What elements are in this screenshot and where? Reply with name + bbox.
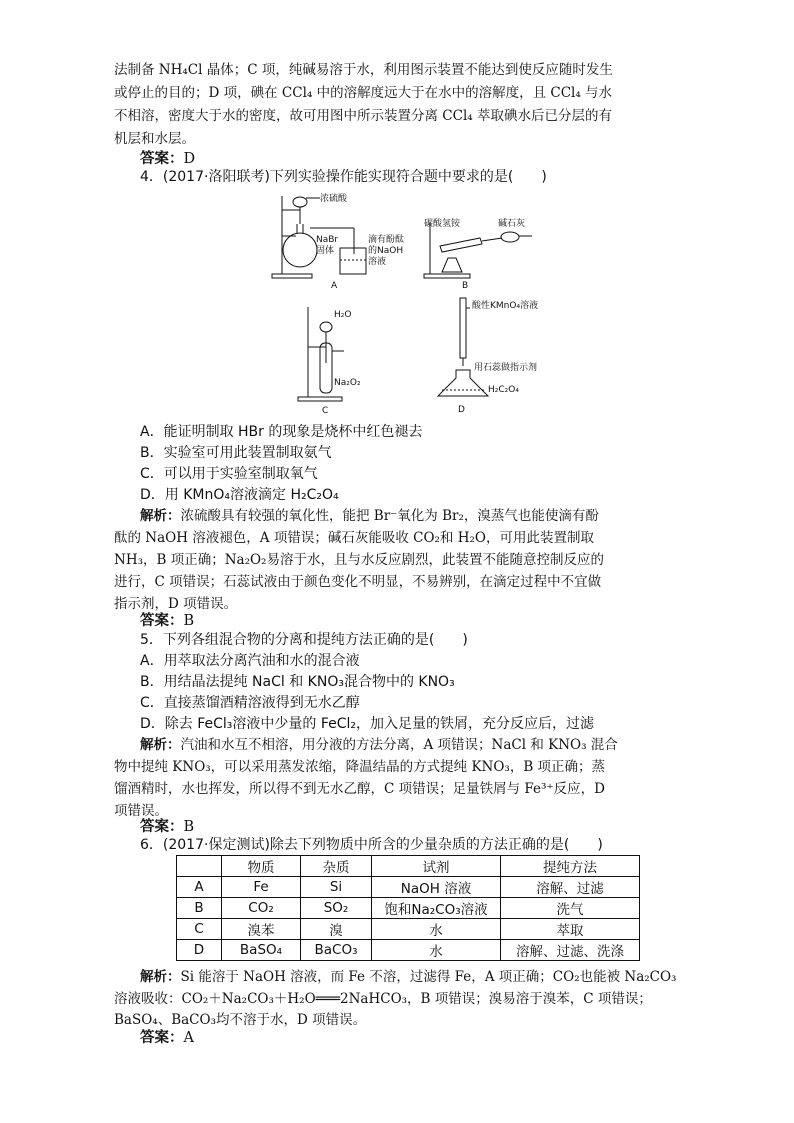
label-solid: 固体 [316, 246, 335, 256]
table-row [177, 877, 640, 898]
table-cell: 溴 [301, 919, 372, 940]
figure-label-d: D [458, 405, 465, 415]
analysis-text-line: 酞的 NaOH 溶液褪色，A 项错误；碱石灰能吸收 CO₂和 H₂O，可用此装置制取 [114, 530, 594, 546]
question-stem: 5．下列各组混合物的分离和提纯方法正确的是( ) [140, 632, 468, 648]
label-naoh: 的NaOH [368, 246, 404, 256]
analysis-text-line: 物中提纯 KNO₃，可以采用蒸发浓缩，降温结晶的方式提纯 KNO₃，B 项正确；蒸 [114, 759, 606, 775]
option-a: A．用萃取法分离汽油和水的混合液 [140, 653, 360, 669]
table-cell: 水 [372, 919, 501, 940]
analysis-label: 解析： [140, 508, 181, 524]
analysis-text-line: 溶液吸收：CO₂＋Na₂CO₃＋H₂O═══2NaHCO₃，B 项错误；溴易溶于溴苯，C 项错误； [114, 991, 652, 1007]
table-header-cell: 杂质 [301, 856, 372, 877]
table-cell: 溶解、过滤 [501, 877, 640, 898]
figure-label-a: A [331, 281, 338, 291]
label-sodium-peroxide: Na₂O₂ [334, 378, 361, 388]
answer-value: A [183, 1030, 194, 1046]
table-cell: Si [301, 877, 372, 898]
label-water: H₂O [334, 310, 352, 320]
analysis-text-line: NH₃，B 项正确；Na₂O₂易溶于水，且与水反应剧烈，此装置不能随意控制反应的 [114, 552, 604, 568]
impurity-table [176, 855, 640, 961]
table-cell: NaOH 溶液 [372, 877, 501, 898]
analysis-text-line: 项错误。 [114, 803, 168, 819]
analysis-text-line: 馏酒精时，水也挥发，所以得不到无水乙醇，C 项错误；足量铁屑与 Fe³⁺反应，D [114, 781, 605, 797]
analysis-label: 解析： [140, 969, 181, 985]
label-phenolphthalein: 滴有酚酞 [368, 235, 405, 245]
table-row [177, 898, 640, 919]
figure-label-b: B [462, 281, 469, 291]
table-cell: 溴苯 [222, 919, 301, 940]
question-stem: 4．(2017·洛阳联考)下列实验操作能实现符合题中要求的是( ) [140, 169, 547, 185]
answer-label: 答案： [140, 612, 184, 629]
analysis-text-line: 进行，C 项错误；石蕊试液由于颜色变化不明显，不易辨别，在滴定过程中不宜做 [114, 574, 602, 590]
answer-label: 答案： [140, 1029, 184, 1046]
table-cell: Fe [222, 877, 301, 898]
analysis-text-line: BaSO₄、BaCO₃均不溶于水，D 项错误。 [114, 1012, 367, 1028]
table-header-cell: 物质 [222, 856, 301, 877]
analysis-text-line: 或停止的目的；D 项，碘在 CCl₄ 中的溶解度远大于在水中的溶解度，且 CCl₄ 与水 [114, 85, 613, 101]
table-cell: CO₂ [222, 898, 301, 919]
answer-value: B [183, 613, 195, 629]
answer-label: 答案： [140, 150, 184, 167]
apparatus-figure-a [268, 190, 405, 291]
label-oxalic-acid: H₂C₂O₄ [488, 385, 519, 395]
label-ammonium-bicarbonate: 碳酸氢铵 [424, 219, 461, 229]
option-d: D．用 KMnO₄溶液滴定 H₂C₂O₄ [140, 487, 339, 503]
option-c: C．可以用于实验室制取氧气 [140, 466, 318, 482]
apparatus-figure-c [294, 303, 404, 415]
figure-label-c: C [322, 406, 329, 416]
table-row [177, 940, 640, 961]
answer-line [140, 1027, 194, 1049]
option-c: C．直接蒸馏酒精溶液得到无水乙醇 [140, 695, 360, 711]
analysis-text: Si 能溶于 NaOH 溶液，而 Fe 不溶，过滤得 Fe，A 项正确；CO₂也能被 Na₂CO₃ [180, 969, 677, 985]
table-row [177, 919, 640, 940]
analysis-text-line: 法制备 NH₄Cl 晶体；C 项，纯碱易溶于水，利用图示装置不能达到使反应随时发生 [114, 62, 613, 78]
analysis-text-line: 指示剂，D 项错误。 [114, 596, 238, 612]
table-cell: 洗气 [501, 898, 640, 919]
table-cell: 饱和Na₂CO₃溶液 [372, 898, 501, 919]
analysis-text-line [140, 735, 618, 756]
label-litmus-indicator: 用石蕊做指示剂 [474, 363, 538, 373]
table-header-row [177, 856, 640, 877]
table-header-cell: 提纯方法 [501, 856, 640, 877]
table-cell: B [177, 898, 222, 919]
option-a: A．能证明制取 HBr 的现象是烧杯中红色褪去 [140, 424, 423, 440]
label-conc-sulfuric-acid: 浓硫酸 [320, 194, 348, 204]
label-nabr: NaBr [316, 235, 339, 245]
option-b: B．用结晶法提纯 NaCl 和 KNO₃混合物中的 KNO₃ [140, 674, 455, 690]
question-stem: 6．(2017·保定测试)除去下列物质中所含的少量杂质的方法正确的是( ) [140, 837, 603, 853]
label-acidic-kmno4: 酸性KMnO₄溶液 [472, 301, 539, 311]
table-cell: 溶解、过滤、洗涤 [501, 940, 640, 961]
analysis-text-line [140, 506, 599, 527]
analysis-text-line: 不相溶，密度大于水的密度，故可用图中所示装置分离 CCl₄ 萃取碘水后已分层的有 [114, 108, 612, 124]
table-header-cell: 试剂 [372, 856, 501, 877]
table-cell: D [177, 940, 222, 961]
table-cell: C [177, 919, 222, 940]
analysis-text: 汽油和水互不相溶，用分液的方法分离，A 项错误；NaCl 和 KNO₃ 混合 [180, 737, 618, 753]
table-cell: SO₂ [301, 898, 372, 919]
table-cell: BaCO₃ [301, 940, 372, 961]
apparatus-figure-d [430, 294, 570, 416]
table-cell: 萃取 [501, 919, 640, 940]
label-solution: 溶液 [368, 257, 387, 267]
analysis-label: 解析： [140, 737, 181, 753]
answer-label: 答案： [140, 818, 184, 835]
answer-value: D [183, 151, 196, 167]
table-cell: A [177, 877, 222, 898]
table-cell: BaSO₄ [222, 940, 301, 961]
analysis-text: 浓硫酸具有较强的氧化性，能把 Br⁻氧化为 Br₂，溴蒸气也能使滴有酚 [180, 508, 599, 524]
table-cell: 水 [372, 940, 501, 961]
option-b: B．实验室可用此装置制取氨气 [140, 445, 332, 461]
label-soda-lime: 碱石灰 [498, 219, 526, 229]
table-header-cell [177, 856, 222, 877]
analysis-text-line [140, 967, 676, 988]
analysis-text-line: 机层和水层。 [114, 131, 195, 147]
answer-line [140, 610, 194, 632]
apparatus-figure-b [420, 214, 550, 290]
answer-value: B [183, 819, 195, 835]
option-d: D．除去 FeCl₃溶液中少量的 FeCl₂，加入足量的铁屑，充分反应后，过滤 [140, 716, 595, 732]
